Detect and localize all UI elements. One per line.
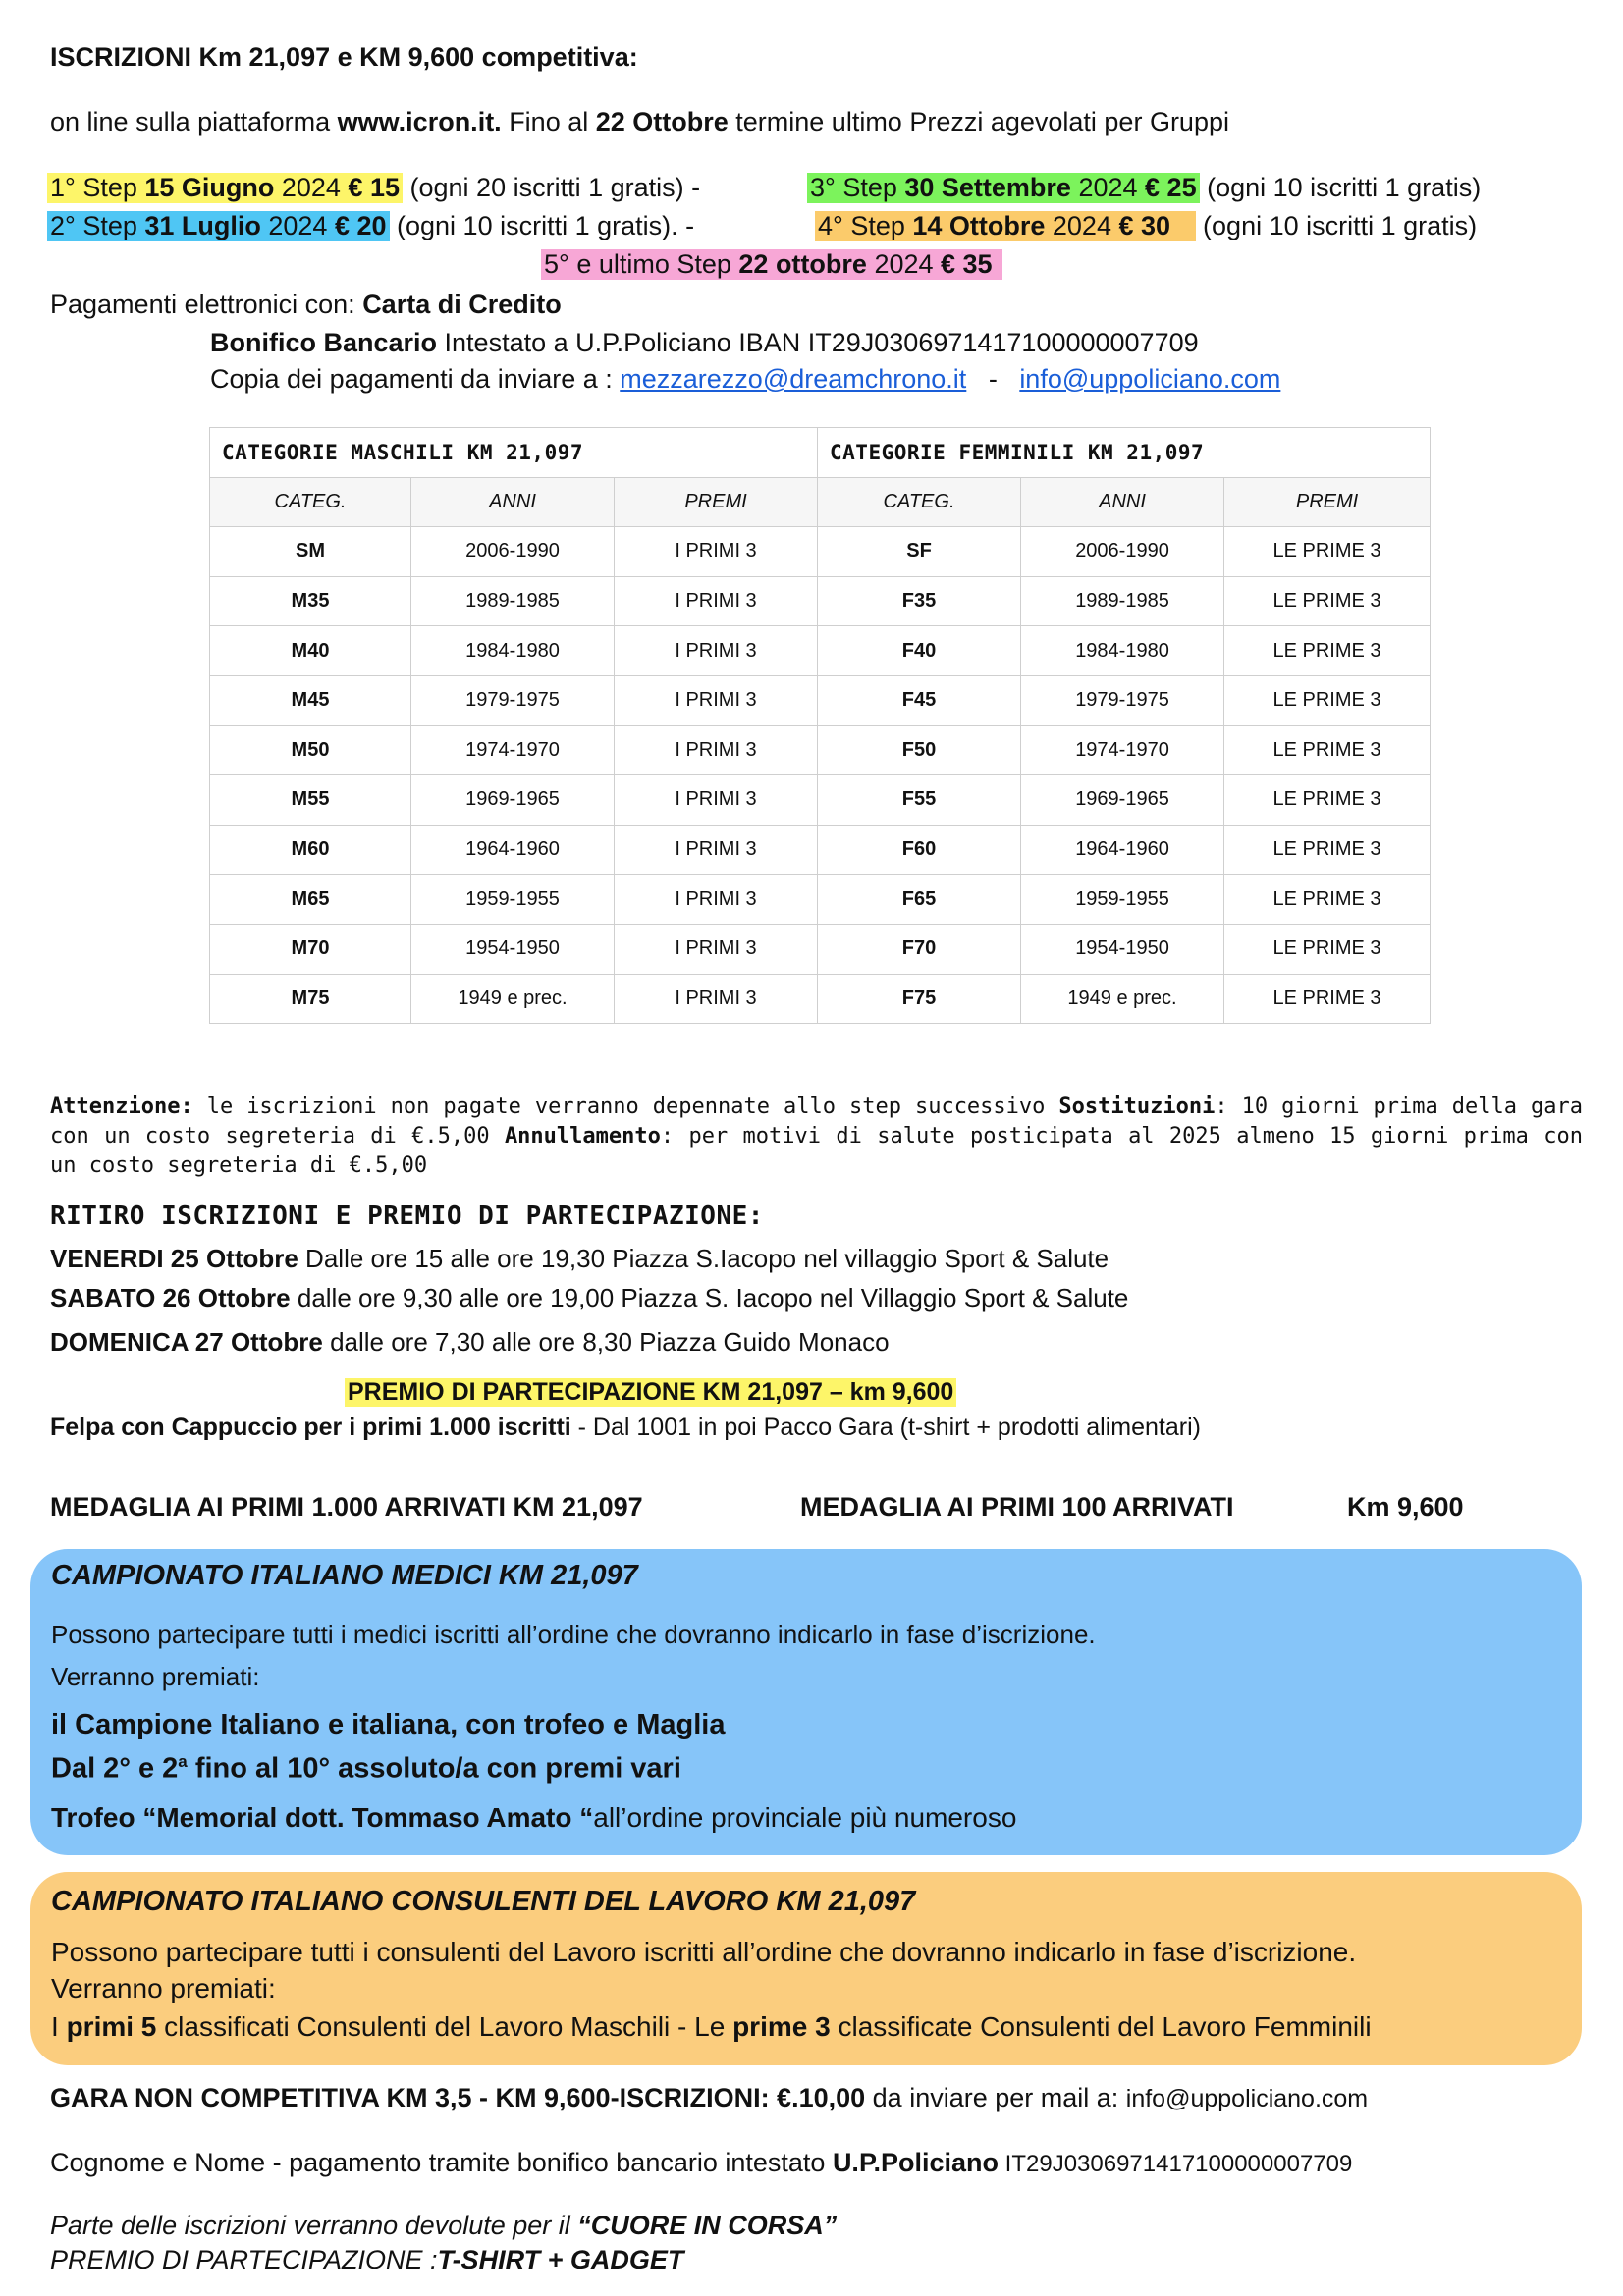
column-header: PREMI <box>1224 477 1431 527</box>
table-cell: F50 <box>818 725 1021 775</box>
step-2: 2° Step 31 Luglio 2024 € 20 (ogni 10 iscritti 1 gratis). - <box>47 208 694 243</box>
table-row <box>210 825 1431 875</box>
table-cell: LE PRIME 3 <box>1224 527 1431 577</box>
table-cell: 1949 e prec. <box>411 974 615 1024</box>
participation-prize-line: PREMIO DI PARTECIPAZIONE :T-SHIRT + GADGET <box>50 2245 684 2274</box>
table-cell: 1969-1965 <box>411 775 615 826</box>
table-cell: 1964-1960 <box>411 825 615 875</box>
table-cell: 1964-1960 <box>1021 825 1224 875</box>
bank-transfer-line <box>210 325 1199 360</box>
payment-copy-line: Copia dei pagamenti da inviare a : mezzarezzo@dreamchrono.it - info@uppoliciano.com <box>210 364 1281 394</box>
table-row <box>210 875 1431 925</box>
medal-half-marathon: MEDAGLIA AI PRIMI 1.000 ARRIVATI KM 21,097 <box>50 1492 643 1522</box>
table-cell: 1989-1985 <box>1021 576 1224 626</box>
table-cell: 1974-1970 <box>1021 725 1224 775</box>
online-pre: on line sulla piattaforma <box>50 107 338 136</box>
table-cell: M35 <box>210 576 411 626</box>
table-cell: I PRIMI 3 <box>615 974 818 1024</box>
step-4-highlight: 4° Step 14 Ottobre 2024 € 30 <box>815 211 1196 241</box>
table-cell: M55 <box>210 775 411 826</box>
table-cell: M40 <box>210 626 411 676</box>
table-row <box>210 576 1431 626</box>
online-site[interactable]: www.icron.it. <box>337 107 502 136</box>
table-cell: 1954-1950 <box>411 924 615 974</box>
medici-line: Possono partecipare tutti i medici iscritti all’ordine che dovranno indicarlo in fase d’iscrizione. <box>51 1620 1096 1649</box>
medal-10k: MEDAGLIA AI PRIMI 100 ARRIVATI <box>800 1492 1234 1522</box>
categories-table <box>209 427 1431 1024</box>
table-cell: F65 <box>818 875 1021 925</box>
table-cell: F45 <box>818 675 1021 725</box>
table-cell: 1984-1980 <box>1021 626 1224 676</box>
table-cell: 1974-1970 <box>411 725 615 775</box>
table-row <box>210 527 1431 577</box>
table-cell: 1969-1965 <box>1021 775 1224 826</box>
column-header: PREMI <box>615 477 818 527</box>
table-cell: LE PRIME 3 <box>1224 924 1431 974</box>
table-cell: I PRIMI 3 <box>615 626 818 676</box>
online-post: termine ultimo Prezzi agevolati per Gruppi <box>728 107 1229 136</box>
online-mid: Fino al <box>501 107 596 136</box>
table-cell: 1984-1980 <box>411 626 615 676</box>
table-cell: LE PRIME 3 <box>1224 875 1431 925</box>
step-5 <box>541 246 1002 282</box>
medici-line: Dal 2° e 2$^a$ fino al 10° assoluto/a con premi vari <box>51 1752 681 1785</box>
table-cell: I PRIMI 3 <box>615 775 818 826</box>
table-row <box>210 924 1431 974</box>
step-4: 4° Step 14 Ottobre 2024 € 30 (ogni 10 iscritti 1 gratis) <box>815 208 1477 243</box>
table-cell: I PRIMI 3 <box>615 825 818 875</box>
table-cell: LE PRIME 3 <box>1224 626 1431 676</box>
online-date: 22 Ottobre <box>595 107 729 136</box>
column-header: ANNI <box>1021 477 1224 527</box>
table-cell: I PRIMI 3 <box>615 725 818 775</box>
medal-10k-distance: Km 9,600 <box>1347 1492 1464 1522</box>
step-2-highlight: 2° Step 31 Luglio 2024 € 20 <box>47 211 390 241</box>
table-cell: LE PRIME 3 <box>1224 775 1431 826</box>
charity-line: Parte delle iscrizioni verranno devolute per il “CUORE IN CORSA” <box>50 2211 838 2240</box>
table-row <box>210 626 1431 676</box>
non-competitive-line: GARA NON COMPETITIVA KM 3,5 - KM 9,600-ISCRIZIONI: €.10,00 da inviare per mail a: info@uppoliciano.com <box>50 2083 1369 2112</box>
table-cell: F75 <box>818 974 1021 1024</box>
email-link-dreamchrono[interactable]: mezzarezzo@dreamchrono.it <box>620 364 967 394</box>
table-row <box>210 974 1431 1024</box>
table-cell: I PRIMI 3 <box>615 675 818 725</box>
email-link-uppoliciano[interactable]: info@uppoliciano.com <box>1019 364 1281 394</box>
female-categories-header: CATEGORIE FEMMINILI KM 21,097 <box>818 428 1431 478</box>
consulenti-line: I primi 5 classificati Consulenti del Lavoro Maschili - Le prime 3 classificate Consulenti del Lavoro Femminili <box>51 2011 1372 2042</box>
table-cell: M60 <box>210 825 411 875</box>
column-header: CATEG. <box>210 477 411 527</box>
table-cell: 1979-1975 <box>1021 675 1224 725</box>
prize-description: Felpa con Cappuccio per i primi 1.000 iscritti - Dal 1001 in poi Pacco Gara (t-shirt + prodotti alimentari) <box>50 1414 1201 1441</box>
table-cell: I PRIMI 3 <box>615 875 818 925</box>
table-cell: LE PRIME 3 <box>1224 974 1431 1024</box>
table-cell: M50 <box>210 725 411 775</box>
pickup-day-friday: VENERDI 25 Ottobre Dalle ore 15 alle ore 19,30 Piazza S.Iacopo nel villaggio Sport & Salute <box>50 1244 1109 1273</box>
table-cell: 1949 e prec. <box>1021 974 1224 1024</box>
table-row <box>210 725 1431 775</box>
table-cell: 1979-1975 <box>411 675 615 725</box>
medici-line: Verranno premiati: <box>51 1662 260 1691</box>
table-cell: LE PRIME 3 <box>1224 576 1431 626</box>
table-cell: I PRIMI 3 <box>615 576 818 626</box>
consulenti-line: Possono partecipare tutti i consulenti del Lavoro iscritti all’ordine che dovranno indicarlo in fase d’iscrizione. <box>51 1937 1357 1967</box>
table-cell: F60 <box>818 825 1021 875</box>
medici-title: CAMPIONATO ITALIANO MEDICI KM 21,097 <box>51 1560 638 1591</box>
non-competitive-email[interactable]: info@uppoliciano.com <box>1125 2085 1369 2112</box>
table-cell: 1989-1985 <box>411 576 615 626</box>
table-cell: M75 <box>210 974 411 1024</box>
table-cell: LE PRIME 3 <box>1224 675 1431 725</box>
table-cell: M70 <box>210 924 411 974</box>
column-header: CATEG. <box>818 477 1021 527</box>
table-cell: I PRIMI 3 <box>615 924 818 974</box>
step-1: 1° Step 15 Giugno 2024 € 15 (ogni 20 iscritti 1 gratis) - <box>47 170 700 205</box>
table-cell: 1959-1955 <box>1021 875 1224 925</box>
table-cell: 1954-1950 <box>1021 924 1224 974</box>
table-cell: 2006-1990 <box>1021 527 1224 577</box>
non-competitive-payment-line: Cognome e Nome - pagamento tramite bonifico bancario intestato U.P.Policiano IT29J0306971417100000007709 <box>50 2148 1353 2177</box>
consulenti-line: Verranno premiati: <box>51 1973 276 2003</box>
table-cell: LE PRIME 3 <box>1224 725 1431 775</box>
medici-championship-box <box>30 1549 1582 1855</box>
bank-transfer-text: Intestato a U.P.Policiano IBAN IT29J0306971417100000007709 <box>437 328 1199 357</box>
table-row <box>210 675 1431 725</box>
payments-line: Pagamenti elettronici con: Carta di Credito <box>50 290 562 319</box>
table-cell: 1959-1955 <box>411 875 615 925</box>
table-row <box>210 775 1431 826</box>
table-cell: M45 <box>210 675 411 725</box>
pickup-day-sunday: DOMENICA 27 Ottobre dalle ore 7,30 alle ore 8,30 Piazza Guido Monaco <box>50 1327 890 1357</box>
male-categories-header: CATEGORIE MASCHILI KM 21,097 <box>210 428 818 478</box>
attention-notice: Attenzione: le iscrizioni non pagate verranno depennate allo step successivo Sostituzioni: 10 giorni prima della gara con un costo segreteria di €.5,00 Annullamento: per motivi di salute posticipata al 2025 almeno 15 giorni prima con un costo segreteria di €.5,00 <box>50 1095 1583 1178</box>
online-registration-line <box>50 104 1229 139</box>
step-3: 3° Step 30 Settembre 2024 € 25 (ogni 10 iscritti 1 gratis) <box>807 170 1481 205</box>
column-header: ANNI <box>411 477 615 527</box>
table-cell: F70 <box>818 924 1021 974</box>
table-cell: I PRIMI 3 <box>615 527 818 577</box>
pickup-day-saturday: SABATO 26 Ottobre dalle ore 9,30 alle ore 19,00 Piazza S. Iacopo nel Villaggio Sport & Salute <box>50 1283 1129 1312</box>
table-cell: F40 <box>818 626 1021 676</box>
medici-line: il Campione Italiano e italiana, con trofeo e Maglia <box>51 1709 726 1740</box>
table-cell: 2006-1990 <box>411 527 615 577</box>
table-cell: SM <box>210 527 411 577</box>
step-3-highlight: 3° Step 30 Settembre 2024 € 25 <box>807 173 1200 203</box>
table-cell: F55 <box>818 775 1021 826</box>
consulenti-title: CAMPIONATO ITALIANO CONSULENTI DEL LAVORO KM 21,097 <box>51 1886 916 1917</box>
step-1-highlight: 1° Step 15 Giugno 2024 € 15 <box>47 173 403 203</box>
table-cell: SF <box>818 527 1021 577</box>
bank-transfer-label: Bonifico Bancario <box>210 328 438 357</box>
medici-trophy-line: Trofeo “Memorial dott. Tommaso Amato “all’ordine provinciale più numeroso <box>51 1802 1017 1833</box>
table-cell: F35 <box>818 576 1021 626</box>
page-title: ISCRIZIONI Km 21,097 e KM 9,600 competitiva: <box>50 42 638 72</box>
step-5-highlight: 5° e ultimo Step 22 ottobre 2024 € 35 <box>541 249 1002 280</box>
table-cell: LE PRIME 3 <box>1224 825 1431 875</box>
table-cell: M65 <box>210 875 411 925</box>
prize-title: PREMIO DI PARTECIPAZIONE KM 21,097 – km 9,600 <box>345 1375 956 1409</box>
consulenti-championship-box <box>30 1872 1582 2065</box>
pickup-title: RITIRO ISCRIZIONI E PREMIO DI PARTECIPAZIONE: <box>50 1201 764 1231</box>
payment-card: Carta di Credito <box>362 290 562 319</box>
